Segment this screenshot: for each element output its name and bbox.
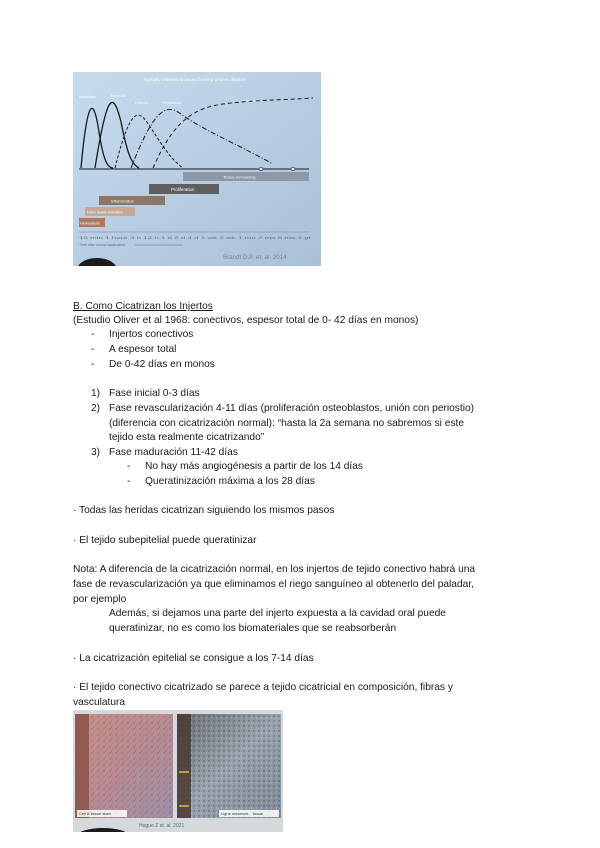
- dash-item-1: [91, 328, 194, 342]
- dash-item-text: De 0-42 días en monos: [109, 359, 215, 370]
- sub-item-text: Queratinización máxima a los 28 días: [145, 476, 315, 487]
- note-line-1: Nota: A diferencia de la cicatrización normal, en los injertos de tejido conectivo habrá una: [73, 564, 476, 575]
- bar-inflammation-label: Inflammation: [111, 198, 134, 204]
- dash-mark: -: [91, 344, 95, 355]
- figure1-credit: Brandt D.P. et. al. 2014: [223, 254, 287, 261]
- dash-mark: -: [91, 359, 95, 370]
- bullet-4-line-2: vasculatura: [73, 697, 126, 708]
- phase-number: 3): [91, 447, 101, 458]
- dash-mark: -: [127, 461, 131, 472]
- histology-svg: [73, 710, 283, 832]
- curve-label-3: Linfocito: [135, 101, 149, 105]
- phase-2: [91, 402, 475, 416]
- dash-item-text: A espesor total: [109, 344, 177, 355]
- dash-item-2: [91, 343, 177, 357]
- curve-label-2: Neutrófilo: [111, 94, 127, 98]
- bullet-3: · La cicatrización epitelial se consigue a los 7-14 días: [73, 653, 314, 664]
- bar-hemostasis-label: Hemostasis: [80, 221, 100, 226]
- phase-text: Fase maduración 11-42 días: [109, 447, 238, 458]
- left-caption: Cell & tissue stain: [79, 811, 111, 817]
- phase-3: [91, 446, 238, 460]
- dash-mark: -: [127, 476, 131, 487]
- curve-label-1: Macrófago: [79, 95, 96, 99]
- baseline-marker-2: [291, 167, 295, 171]
- dash-item-text: Injertos conectivos: [109, 329, 194, 340]
- note-line-5: queratinizar, no es como los biomateriales que se reabsorberán: [109, 623, 397, 634]
- phase-number: 1): [91, 388, 101, 399]
- study-reference: (Estudio Oliver et al 1968: conectivos, espesor total de 0- 42 días en monos): [73, 315, 419, 326]
- right-micrograph-texture: [177, 714, 281, 818]
- time-axis-label: Time after wound application: [79, 243, 125, 247]
- curve-label-5: Colágeno: [243, 99, 259, 103]
- sub-item-text: No hay más angiogénesis a partir de los 14 días: [145, 461, 364, 472]
- baseline-marker-1: [259, 167, 263, 171]
- histology-figure: [73, 710, 283, 832]
- right-micrograph-edge: [177, 714, 191, 818]
- right-caption: Ligne mésench... tissue: [221, 811, 264, 817]
- sub-item-2: [127, 475, 315, 489]
- bullet-2: · El tejido subepitelial puede queratinizar: [73, 535, 257, 546]
- curve-label-4: Fibroblasto: [163, 101, 181, 105]
- left-micrograph-edge: [75, 714, 89, 818]
- bar-proliferation-label: Proliferation: [171, 187, 195, 192]
- time-axis-ticks: 10 min 1 hour 3 h 12 h 1 d 2 d 4 d 1 wk 2 wk 1 mo 2 mo 6 mo 1 yr: [79, 236, 314, 240]
- figure2-credit: Hogue Z et. al. 2021: [139, 823, 185, 829]
- left-micrograph-texture: [75, 714, 173, 818]
- note-line-4: Además, si dejamos una parte del injerto expuesta a la cavidad oral puede: [109, 608, 446, 619]
- phase-2-continued-2: tejido esta realmente cicatrizando”: [109, 432, 265, 443]
- phase-1: [91, 387, 200, 401]
- section-heading: B. Como Cicatrizan los Injertos: [73, 301, 213, 312]
- bar-fibrin-label: Fibrin matrix formation: [87, 210, 123, 215]
- note-line-2: fase de revascularización ya que eliminamos el riego sanguíneo al obtenerlo del paladar,: [73, 579, 474, 590]
- wound-healing-svg: [73, 72, 321, 266]
- dash-mark: -: [91, 329, 95, 340]
- figure-title: Typically referenced wound healing phases diagram: [143, 77, 247, 82]
- sub-item-1: [127, 460, 364, 474]
- bar-remodeling-label: Tissue remodeling: [223, 174, 256, 180]
- phase-text: Fase inicial 0-3 días: [109, 388, 200, 399]
- bullet-1: · Todas las heridas cicatrizan siguiendo los mismos pasos: [73, 505, 335, 516]
- phase-number: 2): [91, 403, 101, 414]
- bullet-4-line-1: · El tejido conectivo cicatrizado se parece a tejido cicatricial en composición, fibras y: [73, 682, 453, 693]
- phase-text: Fase revascularización 4-11 días (proliferación osteoblastos, unión con periostio): [109, 403, 475, 414]
- note-line-3: por ejemplo: [73, 594, 127, 605]
- phase-2-continued-1: (diferencia con cicatrización normal): “hasta la 2a semana no sabremos si este: [109, 418, 465, 429]
- wound-healing-figure: [73, 72, 321, 266]
- dash-item-3: [91, 358, 215, 372]
